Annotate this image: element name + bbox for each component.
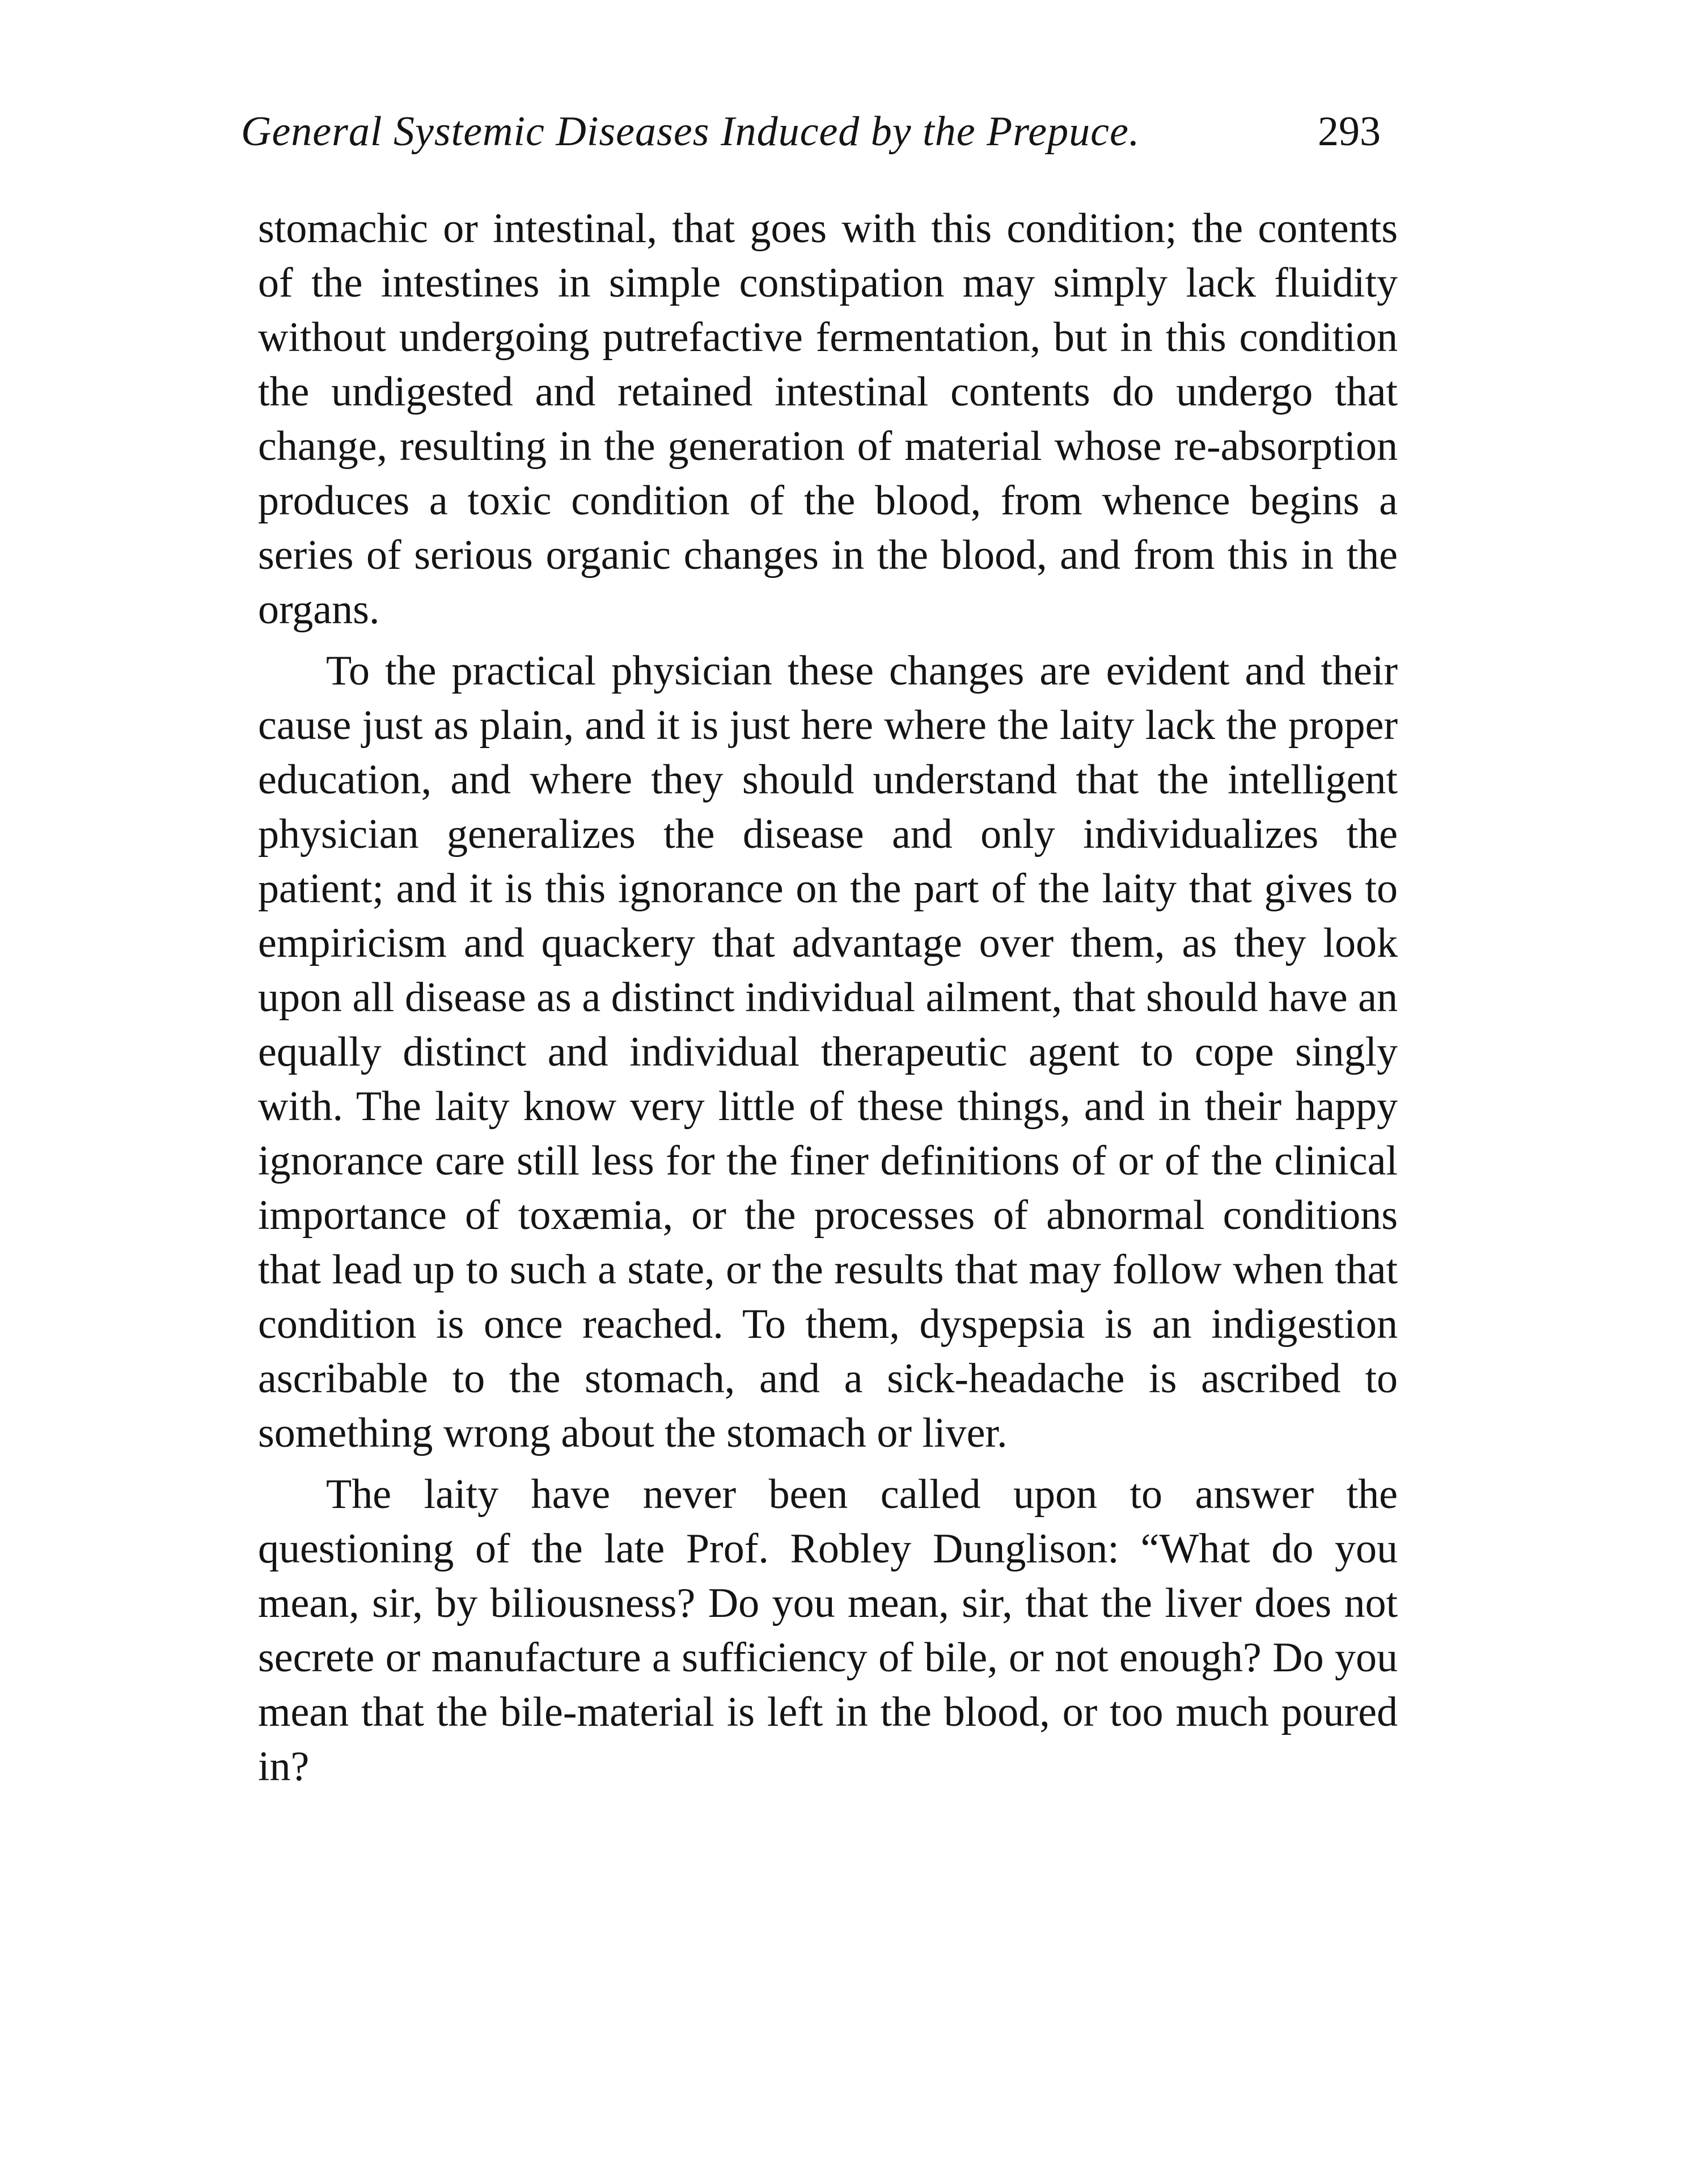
running-head xyxy=(241,108,1381,170)
paragraph-continuation: stomachic or intestinal, that goes with this condition; the contents of the intestines in simple constipation may simply lack fluidity without undergoing putrefactive fermentation, but in this condition the undigested and retained intestinal contents do undergo that change, resulting in the generation of material whose re-absorption produces a toxic condition of the blood, from whence begins a series of serious organic changes in the blood, and from this in the organs. xyxy=(258,205,1398,633)
body-text xyxy=(258,201,1398,1794)
paragraph-practical-physician: To the practical physician these changes are evident and their cause just as plain, and it is just here where the laity lack the proper education, and where they should understand that the intelligent physician generalizes the disease and only individualizes the patient; and it is this ignorance on the part of the laity that gives to empiricism and quackery that advantage over them, as they look upon all disease as a distinct individual ailment, that should have an equally distinct and individual therapeutic agent to cope singly with. The laity know very little of these things, and in their happy ignorance care still less for the finer definitions of or of the clinical importance of toxæmia, or the processes of abnormal conditions that lead up to such a state, or the results that may follow when that condition is once reached. To them, dyspepsia is an indigestion ascribable to the stomach, and a sick-headache is ascribed to something wrong about the stomach or liver. xyxy=(258,648,1398,1456)
paragraph-dunglison-quote: The laity have never been called upon to answer the questioning of the late Prof. Robley Dunglison: “What do you mean, sir, by biliousness? Do you mean, sir, that the liver does not secrete or manufacture a sufficiency of bile, or not enough? Do you mean that the bile-material is left in the blood, or too much poured in? xyxy=(258,1471,1398,1790)
page-number: 293 xyxy=(1318,108,1381,155)
running-title: General Systemic Diseases Induced by the Prepuce. xyxy=(241,108,1140,155)
